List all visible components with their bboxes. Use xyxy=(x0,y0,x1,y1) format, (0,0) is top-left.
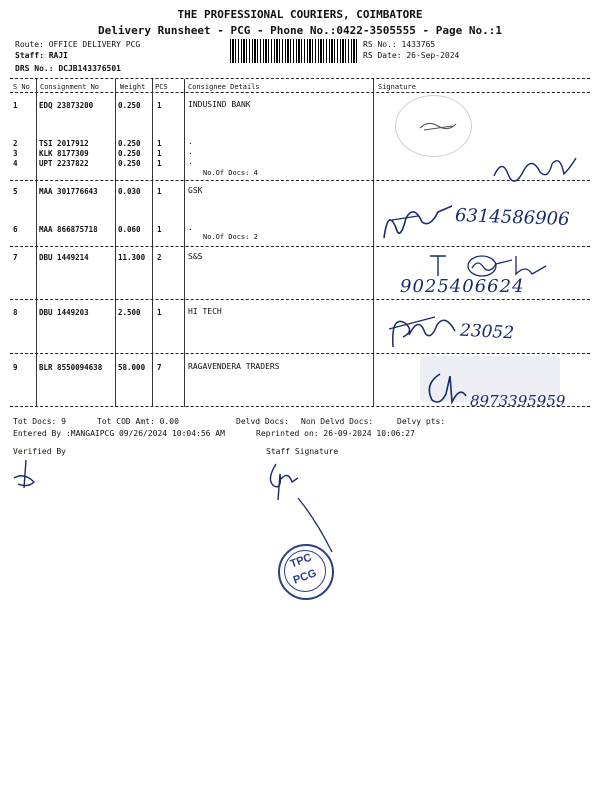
col-consignee: Consignee Details xyxy=(188,83,260,91)
row-consignment: MAA 301776643 xyxy=(39,187,98,196)
row-sno: 4 xyxy=(13,159,18,168)
row-weight: 0.250 xyxy=(118,159,141,168)
column-line xyxy=(115,79,116,407)
row-weight: 0.250 xyxy=(118,149,141,158)
row-consignment: TSI 2017912 xyxy=(39,139,89,148)
total-cod: Tot COD Amt: 0.00 xyxy=(97,417,179,426)
row-pcs: 1 xyxy=(157,149,162,158)
route-label: Route: OFFICE DELIVERY PCG xyxy=(15,40,141,49)
row-weight: 11.300 xyxy=(118,253,146,262)
col-signature: Signature xyxy=(378,83,416,91)
row-weight: 0.060 xyxy=(118,225,141,234)
staff-signature-label: Staff Signature xyxy=(266,447,339,456)
row-weight: 2.500 xyxy=(118,308,141,317)
row-consignment: DBU 1449203 xyxy=(39,308,89,317)
row-sno: 5 xyxy=(13,187,18,196)
docs-count: No.Of Docs: 4 xyxy=(203,169,258,177)
divider xyxy=(10,92,590,93)
row-consignee: HI TECH xyxy=(188,307,222,316)
row-sno: 7 xyxy=(13,253,18,262)
row-pcs: 1 xyxy=(157,101,162,110)
row-consignee: . xyxy=(188,157,193,166)
barcode xyxy=(230,39,358,63)
verified-signature xyxy=(10,458,40,492)
delivered-docs: Delvd Docs: xyxy=(236,417,289,426)
row-sno: 1 xyxy=(13,101,18,110)
row-consignee: . xyxy=(188,223,193,232)
row-sno: 8 xyxy=(13,308,18,317)
handwritten-phone: 8973395959 xyxy=(470,392,566,410)
company-title: THE PROFESSIONAL COURIERS, COIMBATORE xyxy=(177,8,423,21)
row-consignee: RAGAVENDERA TRADERS xyxy=(188,362,280,371)
row-sno: 9 xyxy=(13,363,18,372)
signature-row1 xyxy=(490,150,580,190)
row-weight: 0.030 xyxy=(118,187,141,196)
row-sno: 2 xyxy=(13,139,18,148)
row-sno: 6 xyxy=(13,225,18,234)
column-line xyxy=(184,79,185,407)
row-pcs: 1 xyxy=(157,159,162,168)
row-consignee: S&S xyxy=(188,252,203,261)
row-pcs: 1 xyxy=(157,139,162,148)
row-consignee: . xyxy=(188,147,193,156)
row-pcs: 7 xyxy=(157,363,162,372)
rs-date: RS Date: 26-Sep-2024 xyxy=(363,51,460,60)
verified-by-label: Verified By xyxy=(13,447,66,456)
col-consignment: Consignment No xyxy=(40,83,100,91)
col-sno: S No xyxy=(13,83,30,91)
stamp-text-top: TPC xyxy=(288,551,314,571)
row-weight: 0.250 xyxy=(118,101,141,110)
row-pcs: 1 xyxy=(157,187,162,196)
column-line xyxy=(373,79,374,407)
drs-number: DRS No.: DCJB143376501 xyxy=(15,64,121,73)
row-sno: 3 xyxy=(13,149,18,158)
col-pcs: PCS xyxy=(155,83,168,91)
divider xyxy=(10,299,590,300)
handwritten-phone: 9025406624 xyxy=(400,276,525,297)
rs-number: RS No.: 1433765 xyxy=(363,40,436,49)
column-line xyxy=(36,79,37,407)
row-pcs: 1 xyxy=(157,308,162,317)
stamp-emblem-icon xyxy=(418,118,458,134)
stamp-text-bottom: PCG xyxy=(291,567,319,587)
entered-by: Entered By :MANGAIPCG 09/26/2024 10:04:56 AM xyxy=(13,429,225,438)
row-weight: 58.000 xyxy=(118,363,146,372)
divider xyxy=(10,78,590,79)
row-consignment: EDQ 23873200 xyxy=(39,101,94,110)
row-pcs: 1 xyxy=(157,225,162,234)
staff-label: Staff: RAJI xyxy=(15,51,68,60)
row-consignment: MAA 866875718 xyxy=(39,225,98,234)
signature-row2 xyxy=(378,198,458,246)
divider xyxy=(10,246,590,247)
column-line xyxy=(152,79,153,407)
runsheet-subtitle: Delivery Runsheet - PCG - Phone No.:0422-3505555 - Page No.:1 xyxy=(98,24,502,37)
row-consignment: UPT 2237822 xyxy=(39,159,89,168)
non-delivered-docs: Non Delvd Docs: xyxy=(301,417,374,426)
row-consignment: BLR 8550094638 xyxy=(39,363,103,372)
reprinted-on: Reprinted on: 26-09-2024 10:06:27 xyxy=(256,429,415,438)
row-consignee: INDUSIND BANK xyxy=(188,100,251,109)
row-consignment: DBU 1449214 xyxy=(39,253,89,262)
row-consignment: KLK 8177309 xyxy=(39,149,89,158)
delivery-points: Delvy pts: xyxy=(397,417,446,426)
docs-count: No.Of Docs: 2 xyxy=(203,233,258,241)
row-pcs: 2 xyxy=(157,253,162,262)
col-weight: Weight xyxy=(120,83,146,91)
handwritten-phone: 6314586906 xyxy=(454,205,570,230)
signature-row8 xyxy=(385,305,465,355)
row-consignee: . xyxy=(188,137,193,146)
handwritten-number: 23052 xyxy=(459,320,515,344)
row-consignee: GSK xyxy=(188,186,203,195)
total-docs: Tot Docs: 9 xyxy=(13,417,66,426)
divider xyxy=(10,353,590,354)
row-weight: 0.250 xyxy=(118,139,141,148)
